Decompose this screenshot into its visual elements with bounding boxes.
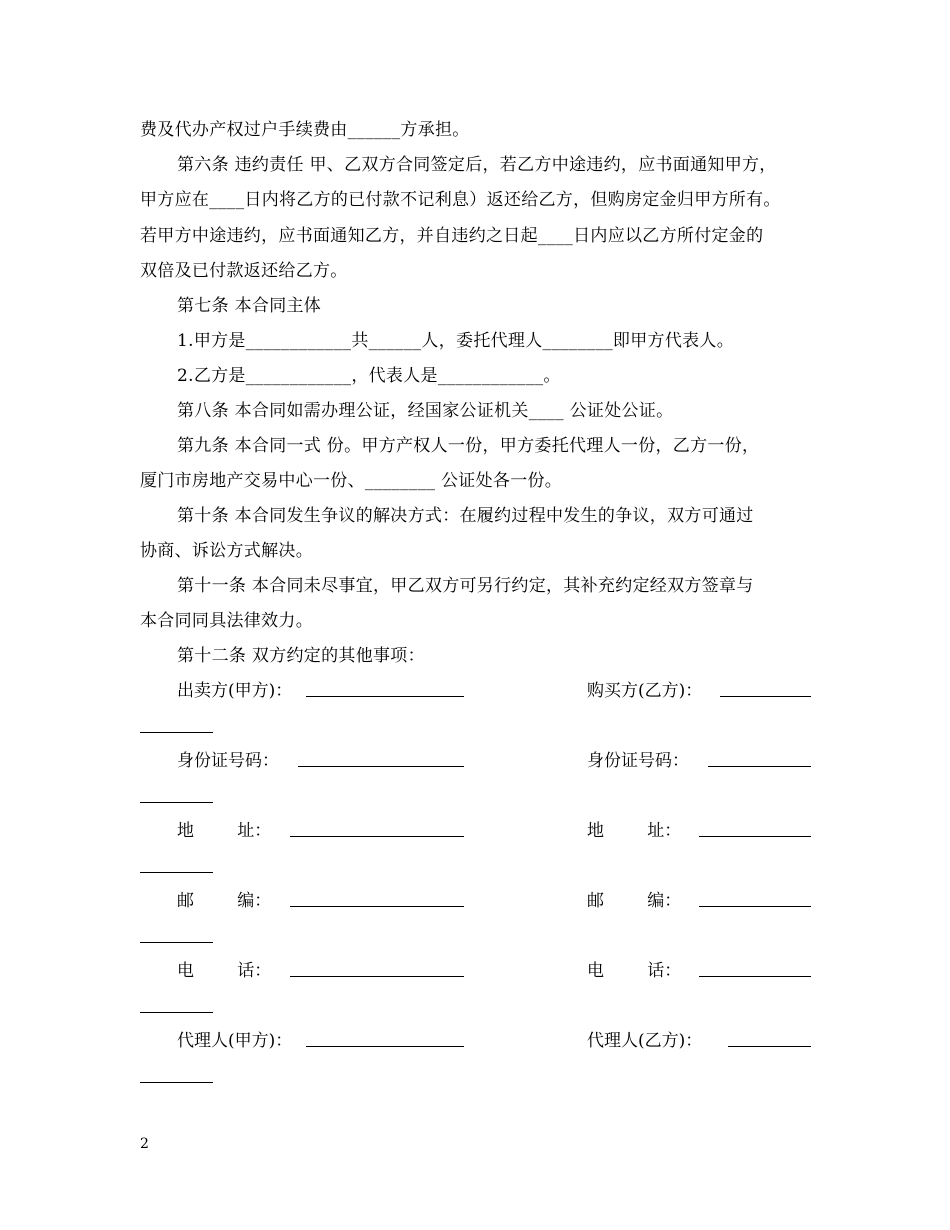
signature-line[interactable] [699, 836, 811, 837]
signature-line-continued [140, 802, 213, 803]
signature-line[interactable] [720, 696, 811, 697]
paragraph: 第七条 本合同主体 [177, 296, 322, 316]
paragraph: 厦门市房地产交易中心一份、________ 公证处各一份。 [140, 471, 563, 491]
seller-id-label: 身份证号码： [177, 751, 279, 771]
signature-line-continued [140, 872, 213, 873]
signature-line[interactable] [298, 766, 464, 767]
signature-line-continued [140, 942, 213, 943]
signature-line-continued [140, 732, 213, 733]
seller-label: 出卖方(甲方)： [177, 681, 293, 701]
buyer-address-label: 地 址： [587, 821, 682, 841]
paragraph: 本合同同具法律效力。 [140, 611, 313, 631]
paragraph: 1.甲方是____________共______人，委托代理人________即甲方代表人。 [177, 331, 735, 351]
buyer-zip-label: 邮 编： [587, 891, 682, 911]
signature-line[interactable] [699, 906, 811, 907]
signature-line-continued [140, 1082, 213, 1083]
signature-line[interactable] [290, 976, 464, 977]
signature-line-continued [140, 1012, 213, 1013]
paragraph: 2.乙方是____________，代表人是____________。 [177, 366, 561, 386]
paragraph: 第八条 本合同如需办理公证，经国家公证机关____ 公证处公证。 [177, 401, 674, 421]
paragraph: 第十二条 双方约定的其他事项： [177, 646, 425, 666]
buyer-id-label: 身份证号码： [587, 751, 689, 771]
signature-line[interactable] [290, 836, 464, 837]
seller-agent-label: 代理人(甲方)： [177, 1031, 293, 1051]
paragraph: 第六条 违约责任 甲、乙双方合同签定后，若乙方中途违约，应书面通知甲方， [177, 155, 777, 175]
buyer-label: 购买方(乙方)： [587, 681, 703, 701]
paragraph: 若甲方中途违约，应书面通知乙方，并自违约之日起____日内应以乙方所付定金的 [140, 226, 764, 246]
signature-line[interactable] [290, 906, 464, 907]
paragraph: 第十条 本合同发生争议的解决方式：在履约过程中发生的争议，双方可通过 [177, 506, 754, 526]
paragraph: 甲方应在____日内将乙方的已付款不记利息）返还给乙方，但购房定金归甲方所有。 [140, 190, 781, 210]
buyer-agent-label: 代理人(乙方)： [587, 1031, 703, 1051]
paragraph: 第九条 本合同一式 份。甲方产权人一份，甲方委托代理人一份，乙方一份， [177, 436, 760, 456]
seller-phone-label: 电 话： [177, 961, 272, 981]
signature-line[interactable] [728, 1046, 811, 1047]
signature-line[interactable] [699, 976, 811, 977]
paragraph: 第十一条 本合同未尽事宜，甲乙双方可另行约定，其补充约定经双方签章与 [177, 576, 754, 596]
buyer-phone-label: 电 话： [587, 961, 682, 981]
paragraph: 协商、诉讼方式解决。 [140, 541, 313, 561]
signature-line[interactable] [306, 1046, 464, 1047]
signature-line[interactable] [306, 696, 464, 697]
seller-zip-label: 邮 编： [177, 891, 272, 911]
page-number: 2 [140, 1136, 149, 1152]
signature-line[interactable] [708, 766, 811, 767]
seller-address-label: 地 址： [177, 821, 272, 841]
paragraph: 费及代办产权过户手续费由______方承担。 [140, 120, 470, 140]
paragraph: 双倍及已付款返还给乙方。 [140, 261, 348, 281]
